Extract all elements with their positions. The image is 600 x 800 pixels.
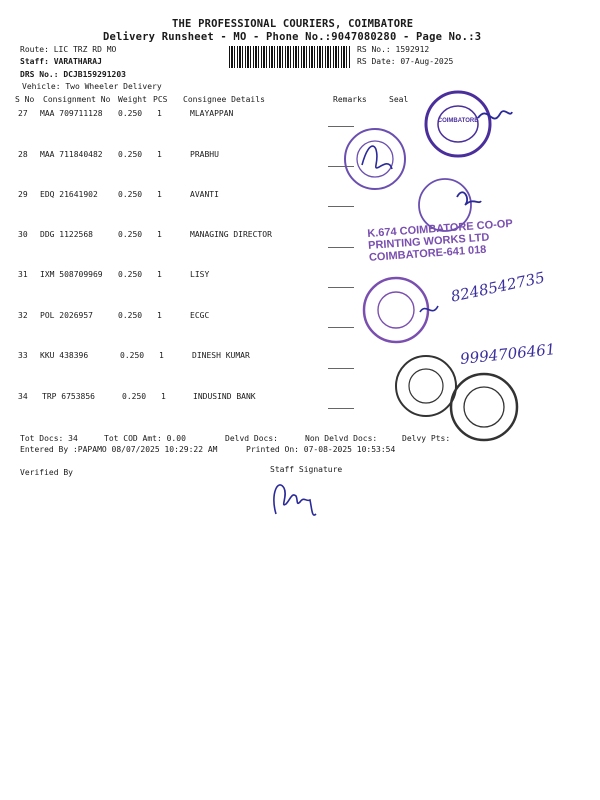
row-weight: 0.250	[118, 150, 143, 159]
remarks-line	[328, 408, 354, 409]
col-consignment: Consignment No	[43, 95, 111, 104]
vehicle-label: Vehicle: Two Wheeler Delivery	[22, 82, 162, 91]
printed-on: Printed On: 07-08-2025 10:53:54	[246, 445, 396, 454]
row-weight: 0.250	[118, 270, 143, 279]
printing-works-stamp: K.674 COIMBATORE CO-OP PRINTING WORKS LTD COIMBATORE-641 018	[366, 217, 513, 264]
row-consignment: EDQ 21641902	[40, 190, 98, 199]
row-sno: 29	[18, 190, 28, 199]
staff-signature-label: Staff Signature	[270, 465, 343, 474]
table-row	[0, 311, 600, 331]
row-consignee: DINESH KUMAR	[192, 351, 250, 360]
non-delivered-docs: Non Delvd Docs:	[305, 434, 378, 443]
handwritten-phone: 9994706461	[459, 340, 557, 368]
row-sno: 34	[18, 392, 28, 401]
row-consignee: AVANTI	[190, 190, 219, 199]
row-consignee: PRABHU	[190, 150, 219, 159]
row-sno: 31	[18, 270, 28, 279]
row-weight: 0.250	[118, 311, 143, 320]
remarks-line	[328, 287, 354, 288]
col-seal: Seal	[389, 95, 409, 104]
total-docs: Tot Docs: 34	[20, 434, 78, 443]
row-pcs: 1	[159, 351, 164, 360]
row-pcs: 1	[157, 311, 162, 320]
row-consignee: LISY	[190, 270, 210, 279]
col-remarks: Remarks	[333, 95, 367, 104]
row-consignment: KKU 438396	[40, 351, 89, 360]
remarks-line	[328, 247, 354, 248]
row-sno: 33	[18, 351, 28, 360]
table-row	[0, 190, 600, 210]
rs-date: RS Date: 07-Aug-2025	[357, 57, 454, 66]
remarks-line	[328, 166, 354, 167]
row-pcs: 1	[157, 190, 162, 199]
row-pcs: 1	[161, 392, 166, 401]
row-sno: 32	[18, 311, 28, 320]
barcode	[229, 46, 351, 68]
stamp-text	[400, 86, 401, 87]
handwritten-phone: 8248542735	[449, 268, 547, 306]
delivered-docs: Delvd Docs:	[225, 434, 278, 443]
delivery-points: Delvy Pts:	[402, 434, 451, 443]
row-sno: 27	[18, 109, 28, 118]
runsheet-subtitle: Delivery Runsheet - MO - Phone No.:9047080280 - Page No.:3	[103, 31, 482, 43]
table-row	[0, 150, 600, 170]
rs-number: RS No.: 1592912	[357, 45, 430, 54]
col-pcs: PCS	[153, 95, 168, 104]
row-pcs: 1	[157, 150, 162, 159]
row-weight: 0.250	[118, 230, 143, 239]
row-weight: 0.250	[120, 351, 145, 360]
table-row	[0, 109, 600, 129]
row-sno: 30	[18, 230, 28, 239]
row-consignee: ECGC	[190, 311, 210, 320]
row-weight: 0.250	[118, 190, 143, 199]
row-pcs: 1	[157, 270, 162, 279]
remarks-line	[328, 368, 354, 369]
col-sno: S No	[15, 95, 35, 104]
remarks-line	[328, 206, 354, 207]
row-consignee: MANAGING DIRECTOR	[190, 230, 272, 239]
bank-stamp-text	[500, 360, 501, 361]
row-consignment: TRP 6753856	[42, 392, 95, 401]
col-consignee: Consignee Details	[183, 95, 265, 104]
row-weight: 0.250	[118, 109, 143, 118]
row-sno: 28	[18, 150, 28, 159]
row-weight: 0.250	[122, 392, 147, 401]
row-consignment: MAA 711840482	[40, 150, 103, 159]
row-consignee: INDUSIND BANK	[193, 392, 256, 401]
staff-signature	[266, 474, 326, 524]
stamp-city: COIMBATORE	[437, 118, 479, 124]
row-consignment: DDG 1122568	[40, 230, 93, 239]
col-weight: Weight	[118, 95, 147, 104]
table-header	[0, 95, 600, 107]
drs-label: DRS No.: DCJB159291203	[20, 70, 126, 79]
verified-by: Verified By	[20, 468, 73, 477]
row-pcs: 1	[157, 109, 162, 118]
entered-by: Entered By :PAPAMO 08/07/2025 10:29:22 AM	[20, 445, 218, 454]
table-row	[0, 392, 600, 412]
total-cod: Tot COD Amt: 0.00	[104, 434, 186, 443]
company-title: THE PROFESSIONAL COURIERS, COIMBATORE	[172, 18, 414, 30]
row-consignee: MLAYAPPAN	[190, 109, 234, 118]
remarks-line	[328, 327, 354, 328]
row-consignment: IXM 508709969	[40, 270, 103, 279]
row-consignment: MAA 709711128	[40, 109, 103, 118]
staff-label: Staff: VARATHARAJ	[20, 57, 102, 66]
route-label: Route: LIC TRZ RD MO	[20, 45, 117, 54]
row-consignment: POL 2026957	[40, 311, 93, 320]
remarks-line	[328, 126, 354, 127]
row-pcs: 1	[157, 230, 162, 239]
